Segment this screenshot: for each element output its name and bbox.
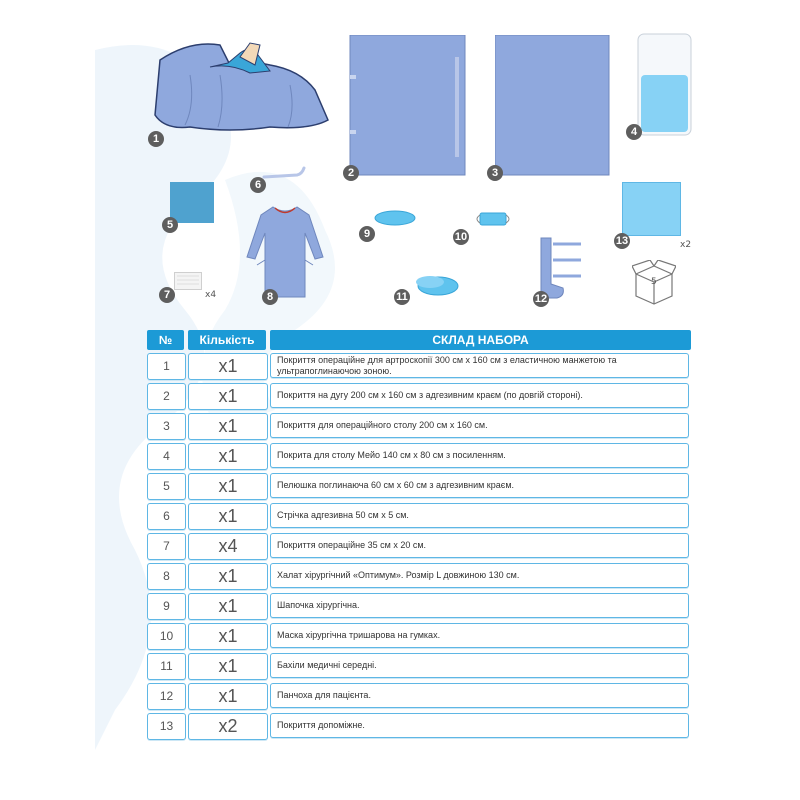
table-row [147,623,691,650]
header-no: № [147,330,184,350]
row-description: Покриття операційне для артроскопії 300 см х 160 см з еластичною манжетою та ультрапоглинаючою зоною. [270,353,689,378]
table-row [147,713,691,740]
row-description: Покриття для операційного столу 200 см х 160 см. [270,413,689,438]
row-quantity: x1 [188,683,268,710]
item-number-10: 10 [454,231,468,243]
row-description: Покриття операційне 35 см х 20 см. [270,533,689,558]
row-quantity: x4 [188,533,268,560]
row-quantity: x2 [188,713,268,740]
row-description: Пелюшка поглинаюча 60 см х 60 см з адгезивним краєм. [270,473,689,498]
header-quantity: Кількість [188,330,266,350]
row-number: 8 [147,563,186,590]
row-description: Стрічка адгезивна 50 см х 5 см. [270,503,689,528]
surgical-cap-illustration [372,207,418,227]
header-composition: СКЛАД НАБОРА [270,330,691,350]
row-quantity: x1 [188,473,268,500]
item-number-13: 13 [615,235,629,247]
table-row [147,683,691,710]
item-number-9: 9 [359,226,375,242]
box-quantity: 5 [651,277,657,287]
row-number: 4 [147,443,186,470]
arc-cover-illustration [345,35,467,178]
arthroscopy-drape-illustration [150,35,330,135]
item-13-multiplier: x2 [680,240,692,250]
item-number-3: 3 [487,165,503,181]
table-row [147,473,691,500]
surgical-gown-illustration [245,205,325,300]
row-number: 9 [147,593,186,620]
mayo-cover-illustration [637,33,693,138]
table-row [147,353,691,380]
item-number-12: 12 [534,293,548,305]
row-description: Шапочка хірургічна. [270,593,689,618]
adhesive-tape-illustration [262,165,307,181]
row-number: 3 [147,413,186,440]
table-row [147,533,691,560]
shoe-covers-illustration [408,270,460,298]
row-quantity: x1 [188,413,268,440]
item-number-4: 4 [626,124,642,140]
row-quantity: x1 [188,593,268,620]
row-quantity: x1 [188,443,268,470]
absorbent-pad-illustration [170,182,215,224]
item-number-11: 11 [394,289,410,305]
surgical-mask-illustration [472,210,514,228]
row-description: Бахіли медичні середні. [270,653,689,678]
item-number-5: 5 [162,217,178,233]
row-number: 7 [147,533,186,560]
row-description: Панчоха для пацієнта. [270,683,689,708]
row-quantity: x1 [188,623,268,650]
item-number-6: 6 [250,177,266,193]
table-row [147,593,691,620]
row-number: 12 [147,683,186,710]
item-number-8: 8 [262,289,278,305]
table-row [147,503,691,530]
table-row [147,443,691,470]
row-description: Маска хірургічна тришарова на гумках. [270,623,689,648]
row-description: Покрита для столу Мейо 140 см х 80 см з посиленням. [270,443,689,468]
row-number: 6 [147,503,186,530]
row-number: 11 [147,653,186,680]
table-row [147,413,691,440]
row-quantity: x1 [188,353,268,380]
row-quantity: x1 [188,563,268,590]
row-number: 13 [147,713,186,740]
row-description: Халат хірургічний «Оптимум». Розмір L довжиною 130 см. [270,563,689,588]
item-number-7: 7 [159,287,175,303]
row-quantity: x1 [188,383,268,410]
row-number: 5 [147,473,186,500]
table-row [147,653,691,680]
row-description: Покриття допоміжне. [270,713,689,738]
table-row [147,563,691,590]
row-quantity: x1 [188,503,268,530]
table-row [147,383,691,410]
row-quantity: x1 [188,653,268,680]
small-drape-illustration [174,272,202,290]
auxiliary-cover-illustration [622,182,682,237]
row-number: 10 [147,623,186,650]
table-cover-illustration [495,35,611,178]
row-description: Покриття на дугу 200 см х 160 см з адгезивним краєм (по довгій стороні). [270,383,689,408]
row-number: 1 [147,353,186,380]
item-number-1: 1 [148,131,164,147]
row-number: 2 [147,383,186,410]
item-7-multiplier: x4 [205,290,217,300]
item-number-2: 2 [343,165,359,181]
